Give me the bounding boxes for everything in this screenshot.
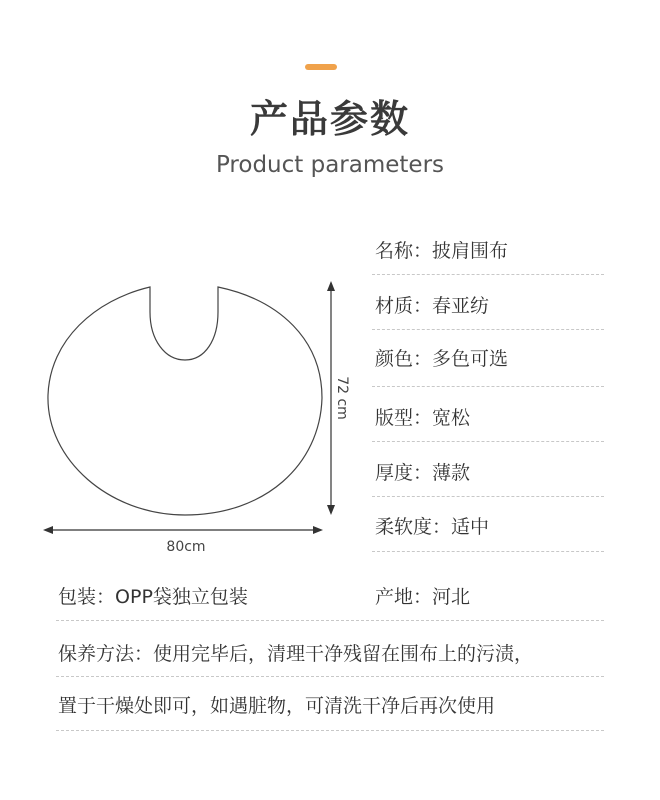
width-label: 80cm [166, 539, 206, 555]
divider [372, 329, 604, 330]
spec-label: 材质 [375, 295, 414, 317]
height-label: 72 cm [334, 376, 350, 420]
width-dimension-arrow [43, 526, 323, 534]
cape-outline [48, 287, 322, 515]
spec-care-line1: 保养方法：使用完毕后，清理干净残留在围布上的污渍， [58, 643, 534, 665]
divider [56, 730, 604, 731]
care-text: 置于干燥处即可，如遇脏物，可清洗干净后再次使用 [58, 695, 496, 717]
spec-value: OPP袋独立包装 [115, 586, 248, 608]
spec-value: 适中 [451, 516, 490, 538]
divider [56, 620, 604, 621]
spec-label: 柔软度 [375, 516, 433, 538]
spec-packaging: 包装：OPP袋独立包装 [58, 586, 248, 608]
spec-label: 名称 [375, 240, 414, 262]
spec-value: 宽松 [432, 407, 471, 429]
accent-bar [305, 64, 337, 70]
cape-dimension-diagram [0, 270, 370, 570]
spec-name: 名称：披肩围布 [375, 240, 509, 262]
care-text: 使用完毕后，清理干净残留在围布上的污渍， [153, 643, 534, 665]
spec-material: 材质：春亚纺 [375, 295, 490, 317]
spec-color: 颜色：多色可选 [375, 348, 509, 370]
spec-value: 春亚纺 [432, 295, 490, 317]
divider [372, 441, 604, 442]
divider [372, 386, 604, 387]
spec-label: 版型 [375, 407, 414, 429]
divider [372, 274, 604, 275]
spec-value: 河北 [432, 586, 471, 608]
spec-care-line2 [58, 691, 495, 718]
divider [56, 676, 604, 677]
spec-origin: 产地：河北 [375, 586, 471, 608]
spec-value: 多色可选 [432, 348, 509, 370]
spec-value: 披肩围布 [432, 240, 509, 262]
spec-label: 保养方法 [58, 643, 135, 665]
spec-label: 产地 [375, 586, 414, 608]
spec-value: 薄款 [432, 462, 471, 484]
spec-label: 厚度 [375, 462, 414, 484]
spec-label: 包装 [58, 586, 97, 608]
divider [372, 496, 604, 497]
spec-fit: 版型：宽松 [375, 407, 471, 429]
divider [372, 551, 604, 552]
spec-thickness: 厚度：薄款 [375, 462, 471, 484]
page-subtitle: Product parameters [215, 152, 445, 178]
height-dimension-arrow [327, 281, 335, 515]
spec-label: 颜色 [375, 348, 414, 370]
spec-softness: 柔软度：适中 [375, 516, 490, 538]
page-title: 产品参数 [249, 97, 410, 141]
